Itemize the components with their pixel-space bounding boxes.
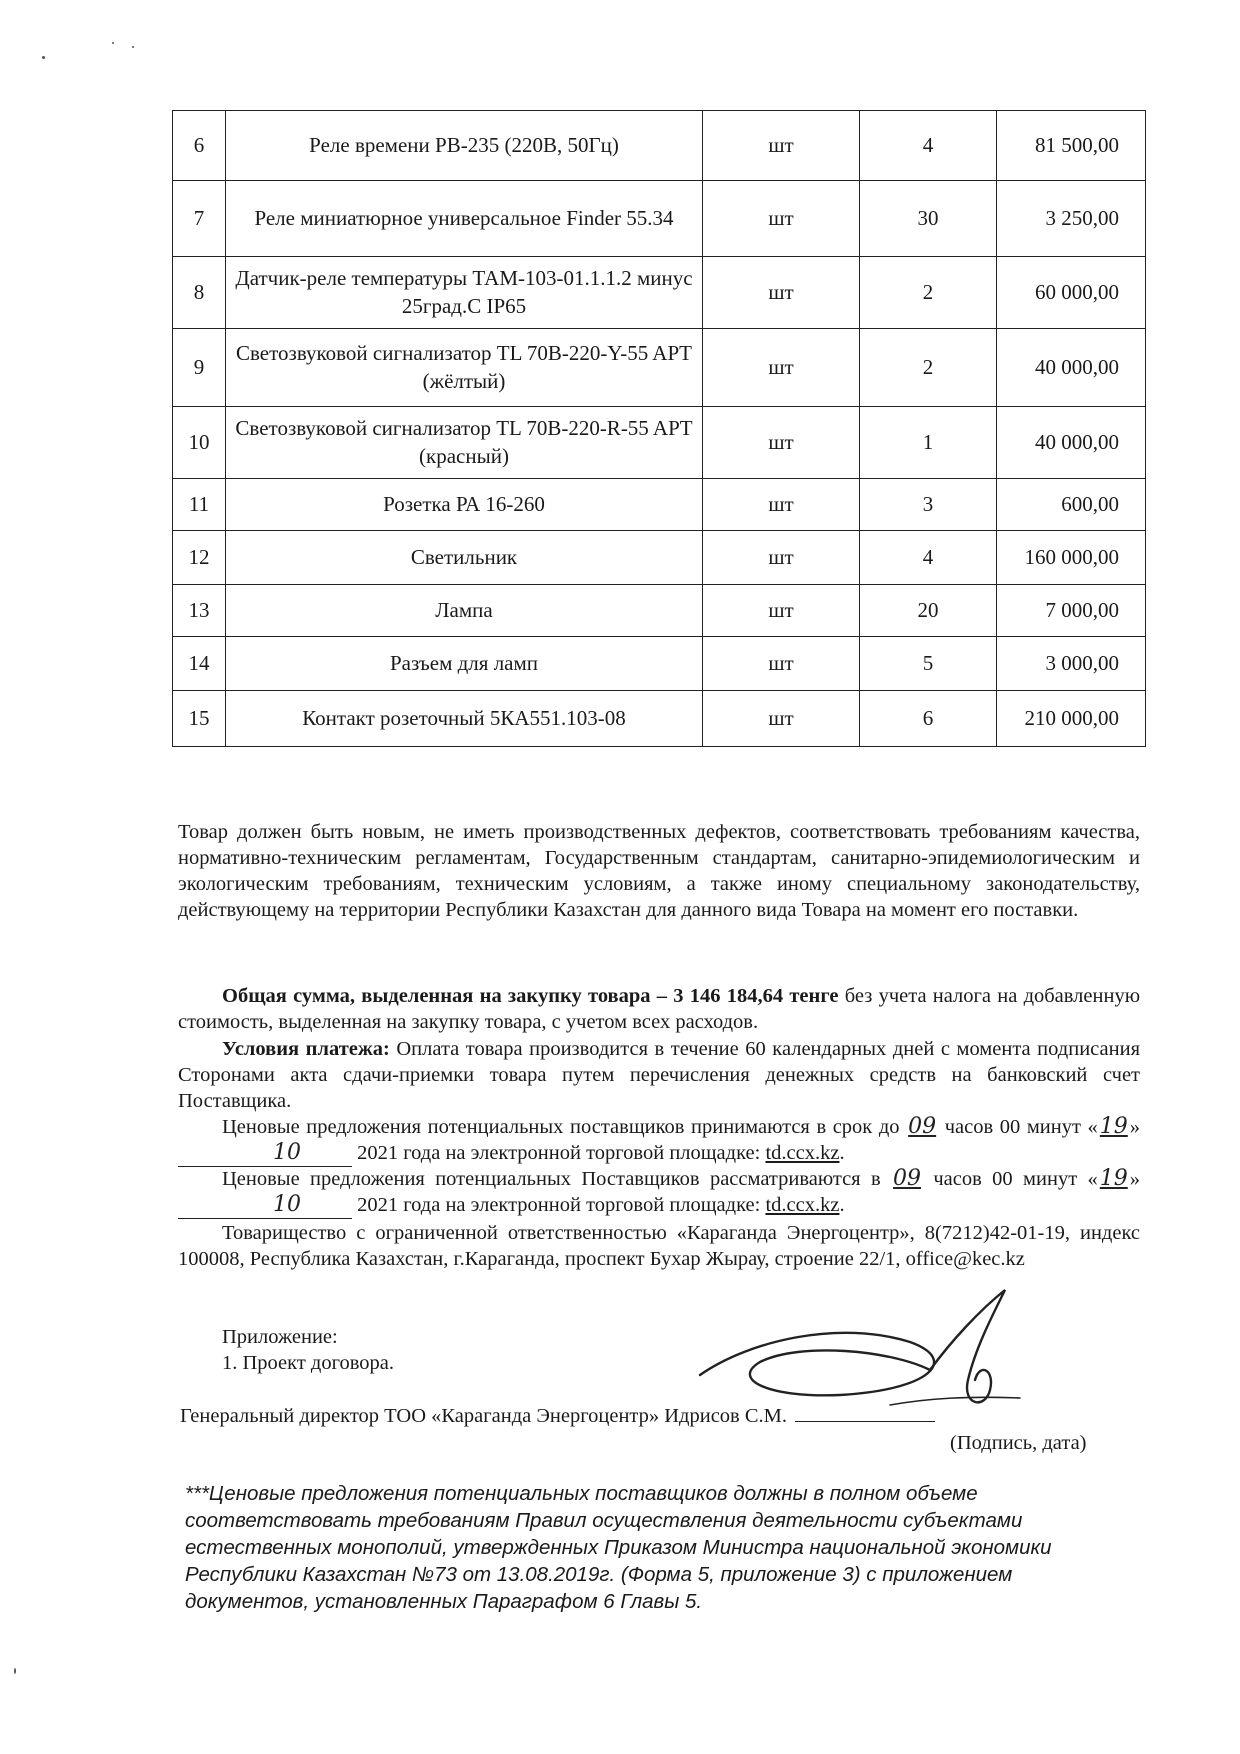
row-number: 11 [173, 479, 226, 531]
item-price: 60 000,00 [997, 257, 1146, 329]
acceptance-text: часов 00 минут « [944, 1116, 1098, 1138]
handwritten-signature [690, 1280, 1030, 1430]
row-number: 13 [173, 585, 226, 637]
row-number: 6 [173, 111, 226, 181]
item-unit: шт [703, 407, 860, 479]
row-number: 12 [173, 531, 226, 585]
table-row [173, 691, 1146, 747]
table-row [173, 407, 1146, 479]
item-price: 40 000,00 [997, 329, 1146, 407]
item-price: 210 000,00 [997, 691, 1146, 747]
scan-speck [14, 1668, 16, 1674]
payment-label: Условия платежа: [222, 1038, 390, 1060]
item-unit: шт [703, 479, 860, 531]
payment-paragraph [178, 1036, 1140, 1114]
item-price: 7 000,00 [997, 585, 1146, 637]
item-price: 160 000,00 [997, 531, 1146, 585]
acceptance-hour: 09 [908, 1114, 937, 1139]
review-paragraph [178, 1166, 1140, 1219]
review-text: часов 00 минут « [933, 1168, 1098, 1190]
item-price: 3 250,00 [997, 181, 1146, 257]
item-price: 3 000,00 [997, 637, 1146, 691]
acceptance-text: » [1129, 1116, 1141, 1138]
review-month: 10 [178, 1192, 352, 1219]
row-number: 14 [173, 637, 226, 691]
table-row [173, 181, 1146, 257]
item-unit: шт [703, 111, 860, 181]
item-unit: шт [703, 637, 860, 691]
table-row [173, 637, 1146, 691]
scan-speck [132, 46, 134, 48]
acceptance-text: 2021 года на электронной торговой площадке: [357, 1142, 761, 1164]
payment-text: Оплата товара производится в течение 60 календарных дней с момента подписания Сторонами акта сдачи-приемки товара путем перечисления денежных средств на банковский счет Поставщика. [178, 1038, 1141, 1112]
item-name: Розетка РА 16-260 [226, 479, 703, 531]
total-amount: – 3 146 184,64 тенге [656, 985, 839, 1007]
footnote: ***Ценовые предложения потенциальных поставщиков должны в полном объеме соответствовать требованиям Правил осуществления деятельности субъектами естественных монополий, утвержденных Приказом Министра национальной экономики Республики Казахстан №73 от 13.08.2019г. (Форма 5, приложение 3) с приложением документов, установленных Параграфом 6 Главы 5. [185, 1482, 1052, 1613]
item-quantity: 20 [860, 585, 997, 637]
item-name: Реле времени РВ-235 (220В, 50Гц) [226, 111, 703, 181]
row-number: 15 [173, 691, 226, 747]
acceptance-text: . [839, 1142, 845, 1164]
item-quantity: 30 [860, 181, 997, 257]
table-row [173, 585, 1146, 637]
item-unit: шт [703, 691, 860, 747]
table-row [173, 531, 1146, 585]
acceptance-month: 10 [178, 1140, 352, 1167]
item-price: 600,00 [997, 479, 1146, 531]
row-number: 8 [173, 257, 226, 329]
annex-item: 1. Проект договора. [222, 1352, 395, 1374]
acceptance-site-link[interactable]: td.ccx.kz [765, 1142, 840, 1164]
item-quantity: 5 [860, 637, 997, 691]
scan-speck [112, 42, 114, 44]
item-name: Светозвуковой сигнализатор TL 70B-220-Y-55 APT (жёлтый) [226, 329, 703, 407]
item-quantity: 2 [860, 329, 997, 407]
table-row [173, 111, 1146, 181]
review-text: » [1129, 1168, 1141, 1190]
review-text: . [839, 1194, 845, 1216]
review-text: Ценовые предложения потенциальных Поставщиков рассматриваются в [222, 1168, 881, 1190]
table-row [173, 479, 1146, 531]
item-unit: шт [703, 329, 860, 407]
item-unit: шт [703, 257, 860, 329]
row-number: 10 [173, 407, 226, 479]
annex-title: Приложение: [222, 1326, 338, 1348]
row-number: 9 [173, 329, 226, 407]
table-row [173, 257, 1146, 329]
item-price: 81 500,00 [997, 111, 1146, 181]
item-quantity: 2 [860, 257, 997, 329]
item-unit: шт [703, 181, 860, 257]
item-unit: шт [703, 585, 860, 637]
review-text: 2021 года на электронной торговой площадке: [357, 1194, 761, 1216]
item-name: Реле миниатюрное универсальное Finder 55.34 [226, 181, 703, 257]
signature-caption: (Подпись, дата) [950, 1432, 1087, 1454]
scan-speck [42, 56, 45, 59]
item-quantity: 1 [860, 407, 997, 479]
signatory-name: Генеральный директор ТОО «Караганда Энергоцентр» Идрисов С.М. [180, 1405, 788, 1427]
acceptance-text: Ценовые предложения потенциальных поставщиков принимаются в срок до [222, 1116, 900, 1138]
item-name: Светозвуковой сигнализатор TL 70B-220-R-55 APT (красный) [226, 407, 703, 479]
item-quantity: 4 [860, 111, 997, 181]
table-row [173, 329, 1146, 407]
acceptance-day: 19 [1099, 1114, 1128, 1139]
item-name: Датчик-реле температуры ТАМ-103-01.1.1.2 минус 25град.С IP65 [226, 257, 703, 329]
total-paragraph [178, 983, 1140, 1035]
item-price: 40 000,00 [997, 407, 1146, 479]
item-quantity: 4 [860, 531, 997, 585]
item-unit: шт [703, 531, 860, 585]
goods-table-body [173, 111, 1146, 747]
item-quantity: 3 [860, 479, 997, 531]
item-name: Разъем для ламп [226, 637, 703, 691]
row-number: 7 [173, 181, 226, 257]
acceptance-paragraph [178, 1114, 1140, 1167]
review-site-link[interactable]: td.ccx.kz [765, 1194, 840, 1216]
item-quantity: 6 [860, 691, 997, 747]
item-name: Контакт розеточный 5КА551.103-08 [226, 691, 703, 747]
total-rest: без учета налога на добавленную стоимость, выделенная на закупку товара, с учетом всех расходов. [178, 985, 1141, 1033]
organizer-paragraph: Товарищество с ограниченной ответственностью «Караганда Энергоцентр», 8(7212)42-01-19, индекс 100008, Республика Казахстан, г.Караганда, проспект Бухар Жырау, строение 22/1, office@kec.kz [178, 1222, 1140, 1270]
goods-table [172, 110, 1146, 747]
item-name: Светильник [226, 531, 703, 585]
item-name: Лампа [226, 585, 703, 637]
quality-paragraph: Товар должен быть новым, не иметь производственных дефектов, соответствовать требованиям качества, нормативно-техническим регламентам, Государственным стандартам, санитарно-эпидемиологическим и экологическим требованиям, техническим условиям, а также иному специальному законодательству, действующему на территории Республики Казахстан для данного вида Товара на момент его поставки. [178, 821, 1140, 921]
review-hour: 09 [893, 1166, 922, 1191]
total-label: Общая сумма, выделенная на закупку товара [222, 985, 651, 1007]
review-day: 19 [1099, 1166, 1128, 1191]
